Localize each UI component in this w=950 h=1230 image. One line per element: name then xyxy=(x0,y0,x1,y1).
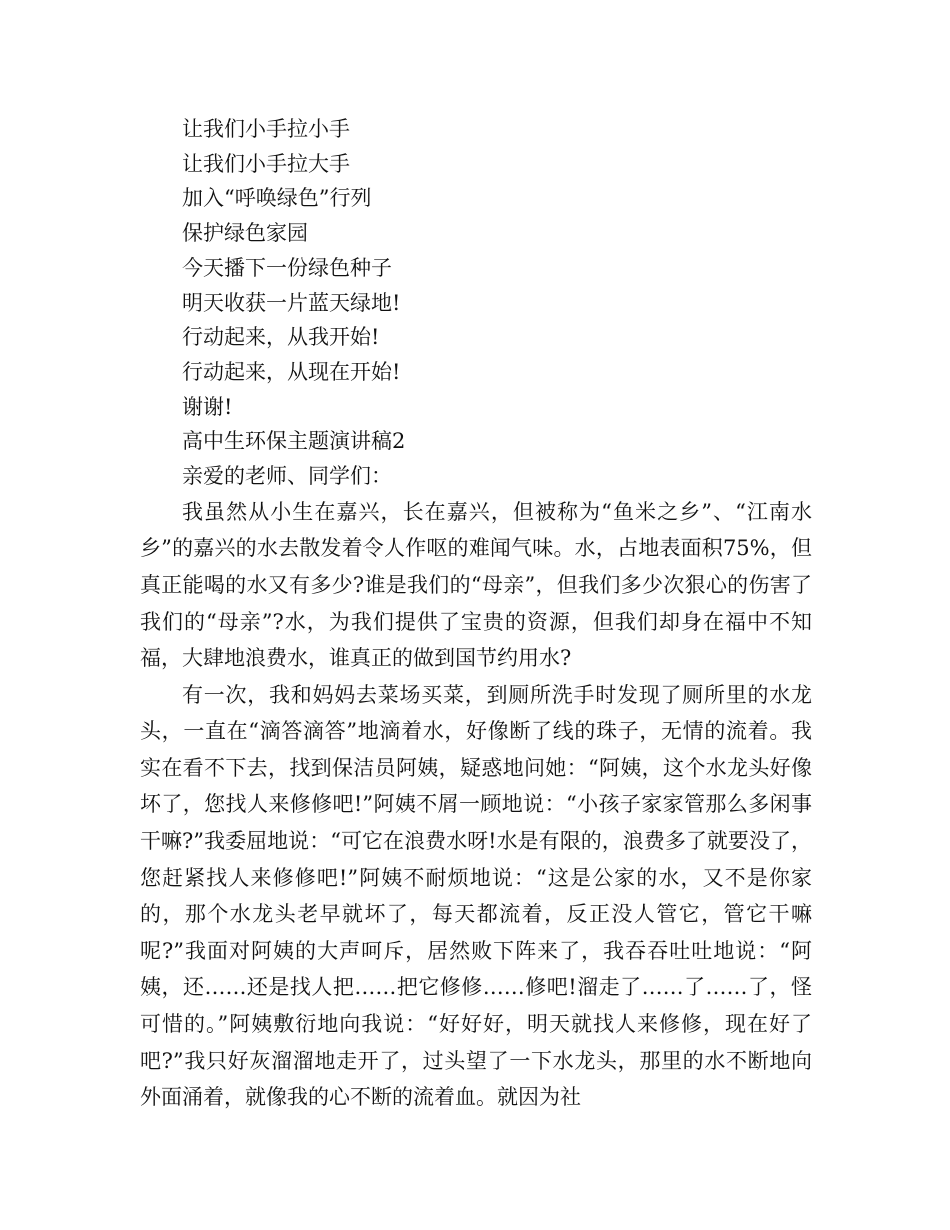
poem-line: 保护绿色家园 xyxy=(182,221,308,246)
salutation: 亲爱的老师、同学们： xyxy=(182,464,392,489)
section-title: 高中生环保主题演讲稿2 xyxy=(182,429,406,454)
poem-line: 让我们小手拉小手 xyxy=(182,117,350,141)
body-paragraph: 我虽然从小生在嘉兴，长在嘉兴，但被称为“鱼米之乡”、“江南水乡”的嘉兴的水去散发着令人作呕的难闻气味。水，占地表面积75%，但真正能喝的水又有多少?谁是我们的“母亲”，但我们多少次狠心的伤害了我们的“母亲”?水，为我们提供了宝贵的资源，但我们却身在福中不知福，大肆地浪费水，谁真正的做到国节约用水? xyxy=(140,499,812,671)
poem-line: 今天播下一份绿色种子 xyxy=(182,255,392,280)
poem-line: 行动起来，从现在开始! xyxy=(182,359,401,384)
document-body xyxy=(140,112,812,1116)
closing-thanks: 谢谢! xyxy=(182,394,233,419)
poem-line: 行动起来，从我开始! xyxy=(182,325,380,350)
body-paragraph: 有一次，我和妈妈去菜场买菜，到厕所洗手时发现了厕所里的水龙头，一直在“滴答滴答”地滴着水，好像断了线的珠子，无情的流着。我实在看不下去，找到保洁员阿姨，疑惑地问她：“阿姨，这个水龙头好像坏了，您找人来修修吧!”阿姨不屑一顾地说：“小孩子家家管那么多闲事干嘛?”我委屈地说：“可它在浪费水呀!水是有限的，浪费多了就要没了，您赶紧找人来修修吧!”阿姨不耐烦地说：“这是公家的水，又不是你家的，那个水龙头老早就坏了，每天都流着，反正没人管它，管它干嘛呢?”我面对阿姨的大声呵斥，居然败下阵来了，我吞吞吐吐地说：“阿姨，还……还是找人把……把它修修……修吧!溜走了……了……了，怪可惜的。”阿姨敷衍地向我说：“好好好，明天就找人来修修，现在好了吧?”我只好灰溜溜地走开了，过头望了一下水龙头，那里的水不断地向外面涌着，就像我的心不断的流着血。就因为社 xyxy=(140,682,812,1110)
poem-line: 让我们小手拉大手 xyxy=(182,151,350,176)
poem-line: 明天收获一片蓝天绿地! xyxy=(182,290,401,315)
poem-line: 加入“呼唤绿色”行列 xyxy=(182,186,372,211)
